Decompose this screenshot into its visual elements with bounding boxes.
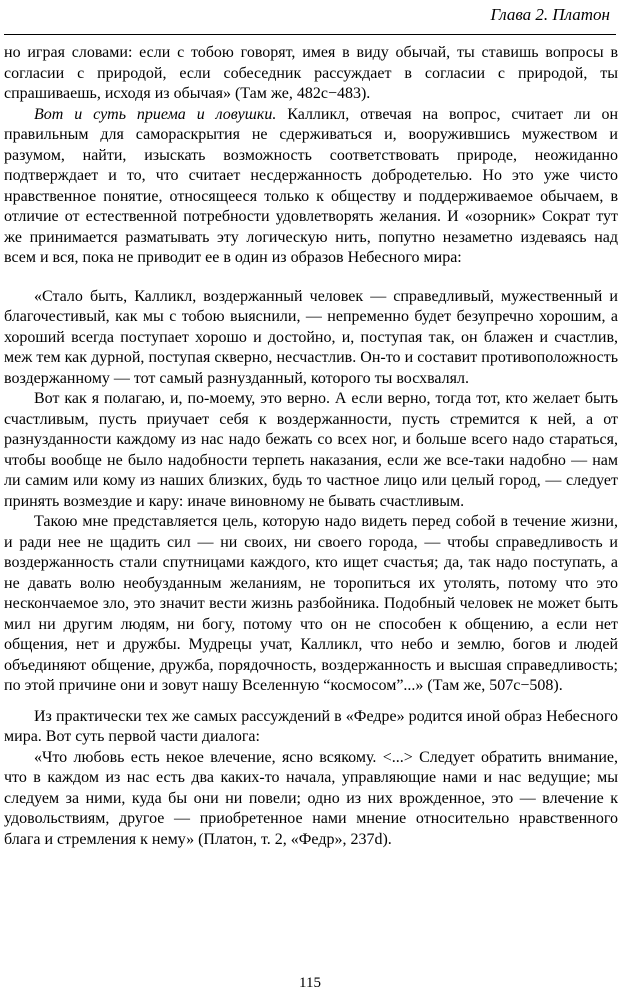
quote-paragraph (4, 748, 618, 851)
paragraph-text: «Стало быть, Калликл, воздержанный человек — справедливый, мужественный и благочестивый, как мы с тобою выяснили, — непременно будет безупречно хорошим, а хороший всегда поступает хорошо и достойно, и, поступая так, он блажен и счастлив, меж тем как дурной, поступая скверно, несчастлив. Он-то и составит противоположность воздержанному — тот самый разнузданный, которого ты восхвалял. (4, 287, 618, 387)
paragraph-text: Вот как я полагаю, и, по-моему, это верно. А если верно, тогда тот, кто желает быть счастливым, пусть приучает себя к воздержанности, пусть стремится к ней, а от разнузданности каждому из нас надо бежать со всех ног, и больше всего надо стараться, чтобы вообще не было надобности терпеть наказания, если же все-таки надобно — нам ли самим или кому из наших близких, будь то частное лицо или целый город, — следует принять возмездие и кару: иначе виновному не бывать счастливым. (4, 390, 618, 510)
page-body (4, 43, 618, 850)
paragraph (4, 105, 618, 269)
paragraph-text: но играя словами: если с тобою говорят, имея в виду обычай, ты ставишь вопросы в согласии с природой, если собеседник рассуждает в согласии с природой, ты спрашиваешь, исходя из обычая» (Там же, 482c−483). (4, 44, 618, 102)
paragraph-text: Из практически тех же самых рассуждений в «Федре» родится иной образ Небесного мира. Вот суть первой части диалога: (4, 707, 618, 745)
page-number: 115 (299, 975, 321, 991)
paragraph (4, 707, 618, 748)
quote-paragraph (4, 287, 618, 390)
paragraph-text: Калликл, отвечая на вопрос, считает ли он правильным для самораскрытия не сдерживаться и, вооружившись мужеством и разумом, найти, изыскать возможность соответствовать природе, неожиданно подтверждает и то, что считает несдержанность добродетелью. Но это уже чисто нравственное понятие, относящееся только к обществу и поддерживаемое обычаем, в отличие от естественной потребности удовлетворять желания. И «озорник» Сократ тут же принимается разматывать эту логическую нить, попутно незаметно издеваясь над всем и вся, пока не приводит ее в один из образов Небесного мира: (4, 105, 619, 266)
paragraph (4, 43, 618, 105)
quote-paragraph (4, 512, 618, 697)
paragraph-text: «Что любовь есть некое влечение, ясно всякому. <...> Следует обратить внимание, что в каждом из нас есть два каких-то начала, управляющие нами и нас ведущие; мы следуем за ними, куда бы они ни повели; одно из них врожденное, это — влечение к удовольствиям, другое — приобретенное нами мнение относительно нравственного блага и стремления к нему» (Платон, т. 2, «Федр», 237d). (4, 748, 618, 848)
running-head: Глава 2. Платон (490, 5, 610, 24)
page-header (4, 0, 616, 35)
paragraph-text: Такою мне представляется цель, которую надо видеть перед собой в течение жизни, и ради нее не щадить сил — ни своих, ни своего города, — чтобы справедливость и воздержанность стали спутницами каждого, кто ищет счастья; да, так надо поступать, а не давать волю необузданным желаниям, не торопиться их утолять, потому что это нескончаемое зло, это значит вести жизнь разбойника. Подобный человек не может быть мил ни другим людям, ни богу, потому что он не способен к общению, а если нет общения, нет и дружбы. Мудрецы учат, Калликл, что небо и землю, богов и людей объединяют общение, дружба, порядочность, воздержанность и высшая справедливость; по этой причине они и зовут нашу Вселенную “космосом”...» (Там же, 507c−508). (4, 513, 618, 694)
quote-paragraph (4, 389, 618, 512)
paragraph-lead: Вот и суть приема и ловушки. (34, 105, 277, 123)
